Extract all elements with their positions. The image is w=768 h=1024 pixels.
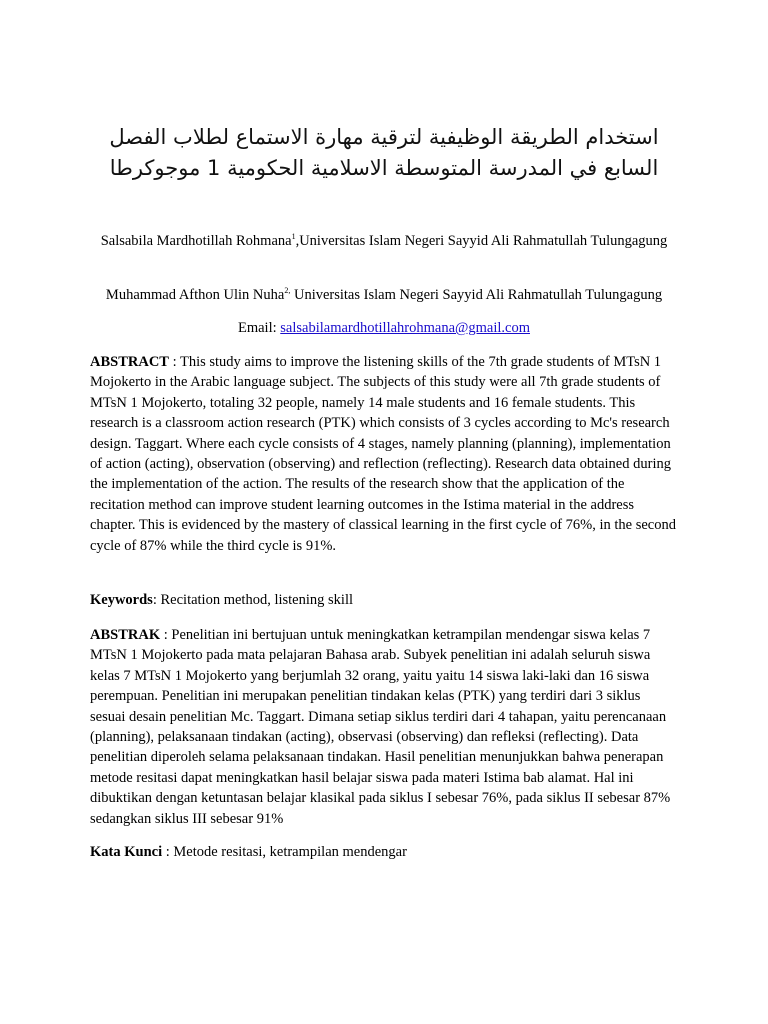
abstract-english-label: ABSTRACT: [90, 354, 169, 370]
paper-title: استخدام الطريقة الوظيفية لترقية مهارة الاستماع لطلاب الفصل السابع في المدرسة المتوسطة الاسلامية الحكومية 1 موجوكرطا: [109, 125, 659, 180]
author-2-affiliation: Universitas Islam Negeri Sayyid Ali Rahmatullah Tulungagung: [290, 287, 663, 303]
keywords-english-label: Keywords: [90, 592, 153, 608]
abstract-indonesian-text: : Penelitian ini bertujuan untuk meningkatkan ketrampilan mendengar siswa kelas 7 MTsN 1 Mojokerto pada mata pelajaran Bahasa arab. Subyek penelitian ini adalah seluruh siswa kelas 7 MTsN 1 Mojokerto yang berjumlah 32 orang, yaitu yaitu 14 siswa laki-laki dan 16 siswa perempuan. Penelitian ini merupakan penelitian tindakan kelas (PTK) yang terdiri dari 3 siklus sesuai desain penelitian Mc. Taggart. Dimana setiap siklus terdiri dari 4 tahapan, yaitu perencanaan (planning), pelaksanaan tindakan (acting), observasi (observing) dan refleksi (reflecting). Data penelitian diperoleh selama pelaksanaan tindakan. Hasil penelitian menunjukkan bahwa penerapan metode resitasi dapat meningkatkan hasil belajar siswa pada materi Istima bab alamat. Hal ini dibuktikan dengan ketuntasan belajar klasikal pada siklus I sebesar 76%, pada siklus II sebesar 87% sedangkan siklus III sebesar 91%: [90, 627, 671, 827]
author-1: [90, 231, 678, 251]
keywords-indonesian-label: Kata Kunci: [90, 844, 163, 860]
email-link[interactable]: salsabilamardhotillahrohmana@gmail.com: [280, 320, 530, 336]
author-2-name: Muhammad Afthon Ulin Nuha: [105, 287, 285, 303]
author-1-name: Salsabila Mardhotillah Rohmana: [100, 233, 292, 249]
email-label: Email:: [237, 320, 281, 336]
keywords-english: [90, 590, 678, 610]
email-line: [90, 318, 678, 338]
author-1-superscript: 1: [291, 232, 296, 242]
author-1-affiliation: ,Universitas Islam Negeri Sayyid Ali Rahmatullah Tulungagung: [295, 233, 668, 249]
author-2: [90, 285, 678, 305]
abstract-indonesian-label: ABSTRAK: [90, 627, 161, 643]
abstract-english-text: : This study aims to improve the listening skills of the 7th grade students of MTsN 1 Mojokerto in the Arabic language subject. The subjects of this study were all 7th grade students of MTsN 1 Mojokerto, totaling 32 people, namely 14 male students and 16 female students. This research is a classroom action research (PTK) which consists of 3 cycles according to Mc's research design. Taggart. Where each cycle consists of 4 stages, namely planning (planning), implementation of action (acting), observation (observing) and reflection (reflecting). Research data obtained during the implementation of the action. The results of the research show that the application of the recitation method can improve student learning outcomes in the Istima material in the address chapter. This is evidenced by the mastery of classical learning in the first cycle of 76%, in the second cycle of 87% while the third cycle is 91%.: [90, 354, 676, 554]
keywords-indonesian: [90, 842, 678, 862]
abstract-indonesian: [90, 625, 678, 829]
keywords-english-text: : Recitation method, listening skill: [152, 592, 354, 608]
keywords-indonesian-text: : Metode resitasi, ketrampilan mendengar: [162, 844, 407, 860]
author-2-superscript: 2,: [284, 286, 291, 296]
abstract-english: [90, 352, 678, 556]
